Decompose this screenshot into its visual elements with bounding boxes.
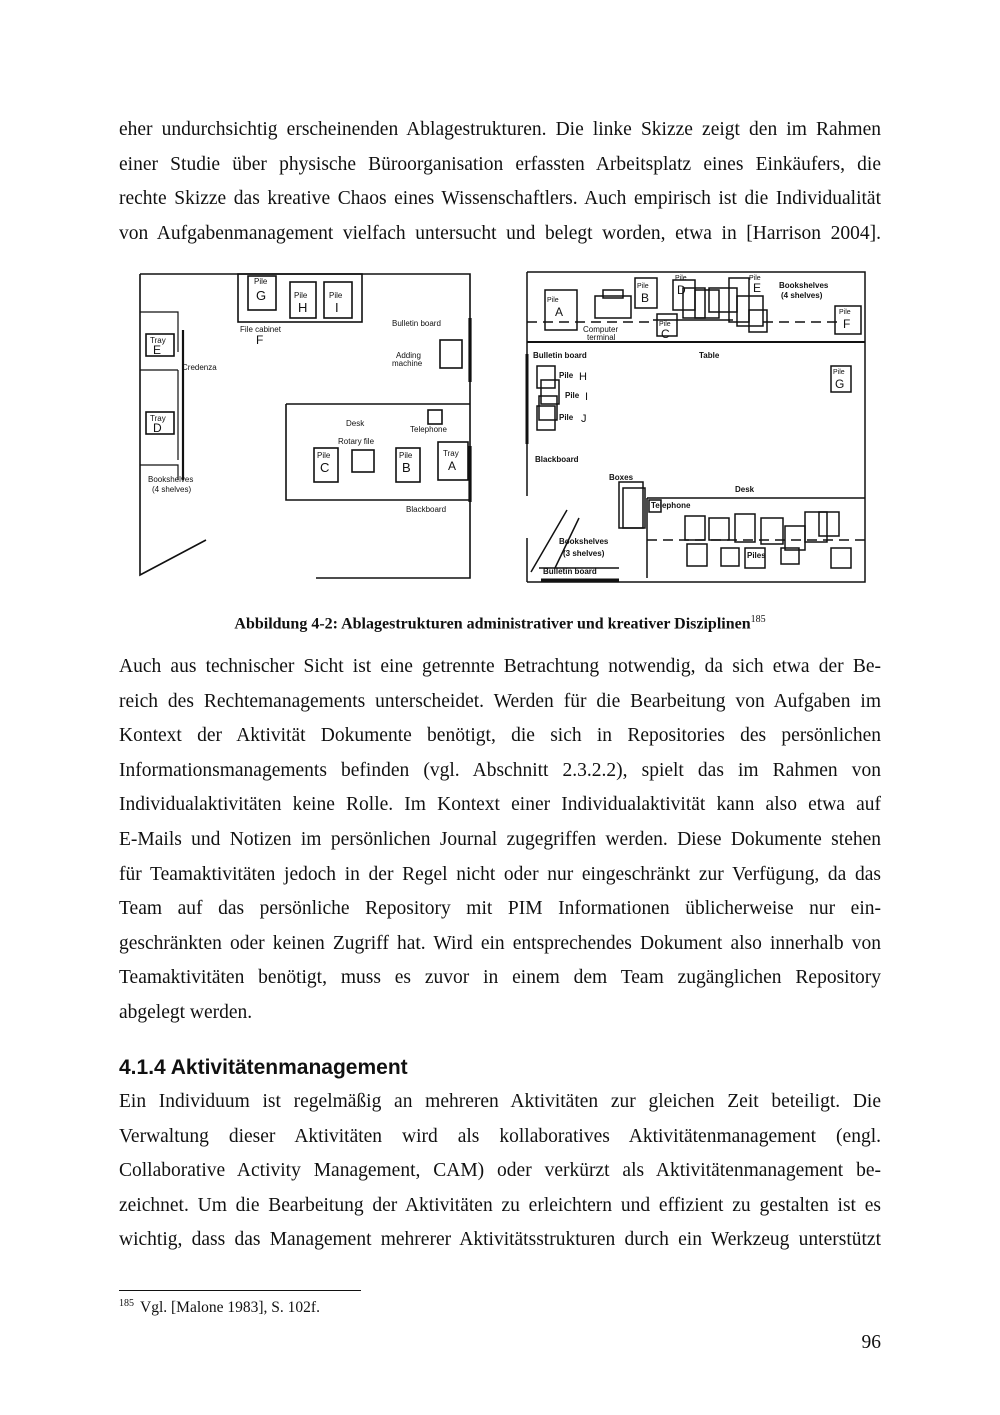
rotary-file-label: Rotary file bbox=[338, 437, 375, 446]
pile-label: Pile bbox=[565, 391, 580, 400]
text-line: zeichnet. Um die Bearbeitung der Aktivitäten zu erleichtern und effizient zu gestalten ist es bbox=[119, 1194, 881, 1216]
text-line: Informationsmanagements befinden (vgl. Abschnitt 2.3.2.2), spielt das im Rahmen von bbox=[119, 759, 881, 781]
pile-letter: G bbox=[256, 288, 267, 303]
bookshelves-label: Bookshelves bbox=[779, 281, 829, 290]
left-office-sketch bbox=[138, 270, 474, 582]
pile-label: Pile bbox=[254, 277, 268, 286]
bulletin-board-label: Bulletin board bbox=[392, 319, 441, 328]
footnote-separator bbox=[119, 1290, 361, 1291]
text-line: E-Mails und Notizen im persönlichen Journal zugegriffen werden. Diese Dokumente stehen bbox=[119, 828, 881, 850]
pile-letter: F bbox=[843, 317, 851, 331]
body-paragraph bbox=[119, 650, 881, 1031]
text-line: rechte Skizze das kreative Chaos eines Wissenschaftlers. Auch empirisch ist die Individualität bbox=[119, 188, 881, 210]
bookshelves-label: (4 shelves) bbox=[152, 485, 192, 494]
adding-machine-label: machine bbox=[392, 359, 423, 368]
pile-label: Pile bbox=[294, 291, 308, 300]
text-line: einer Studie über physische Büroorganisation erfassten Arbeitsplatz eines Einkäufers, die bbox=[119, 153, 881, 175]
text-line: von Aufgabenmanagement vielfach untersucht und belegt worden, etwa in [Harrison 2004]. bbox=[119, 222, 881, 244]
telephone-label: Telephone bbox=[410, 425, 447, 434]
desk-label: Desk bbox=[735, 485, 755, 494]
bookshelves-label: Bookshelves bbox=[559, 537, 609, 546]
pile-letter: B bbox=[641, 291, 650, 305]
adding-machine-label: Adding bbox=[396, 351, 421, 360]
pile-letter: C bbox=[661, 327, 670, 341]
boxes-label: Boxes bbox=[609, 473, 634, 482]
bookshelves-label: (3 shelves) bbox=[563, 549, 605, 558]
pile-letter: D bbox=[677, 283, 686, 297]
text-line: eher undurchsichtig erscheinenden Ablagestrukturen. Die linke Skizze zeigt den im Rahmen bbox=[119, 119, 881, 140]
footnote-number: 185 bbox=[119, 1298, 134, 1309]
file-cabinet-label: File cabinet bbox=[240, 325, 281, 334]
section-paragraph bbox=[119, 1085, 881, 1258]
text-line: für Teamaktivitäten jedoch in der Regel nicht oder nur eingeschränkt zur Verfügung, da das bbox=[119, 863, 881, 885]
text-line: Ein Individuum ist regelmäßig an mehreren Aktivitäten zur gleichen Zeit beteiligt. Die bbox=[119, 1091, 881, 1112]
tray-letter: A bbox=[448, 459, 457, 473]
pile-label: Pile bbox=[839, 309, 851, 316]
text-line: abgelegt werden. bbox=[119, 1001, 253, 1023]
caption-text: Abbildung 4-2: Ablagestrukturen administrativer und kreativer Disziplinen bbox=[234, 615, 751, 633]
text-line: wichtig, dass das Management mehrerer Aktivitätsstrukturen durch ein Werkzeug unterstützt bbox=[119, 1229, 881, 1251]
pile-label: Pile bbox=[559, 371, 574, 380]
pile-label: Pile bbox=[637, 283, 649, 290]
bookshelves-label: Bookshelves bbox=[148, 475, 194, 484]
text-line: Individualaktivitäten keine Rolle. Im Kontext einer Individualaktivität kann also etwa auf bbox=[119, 794, 881, 816]
pile-letter: E bbox=[753, 281, 762, 295]
text-line: reich des Rechtemanagements unterscheidet. Werden für die Bearbeitung von Aufgaben im bbox=[119, 690, 881, 712]
pile-label: Pile bbox=[675, 275, 687, 282]
right-office-sketch bbox=[523, 268, 869, 584]
figure-caption bbox=[119, 614, 881, 633]
bookshelves-label: (4 shelves) bbox=[781, 291, 823, 300]
pile-label: Pile bbox=[547, 297, 559, 304]
pile-label: Pile bbox=[749, 275, 761, 282]
text-line: Teamaktivitäten benötigt, muss es zuvor in einem dem Team zugänglichen Repository bbox=[119, 967, 881, 989]
pile-label: Pile bbox=[559, 413, 574, 422]
blackboard-label: Blackboard bbox=[406, 505, 447, 514]
bulletin-board-label: Bulletin board bbox=[543, 567, 597, 576]
pile-letter: G bbox=[835, 377, 845, 391]
text-line: geschränkten oder keinen Zugriff hat. Wird ein entsprechendes Dokument also innerhalb von bbox=[119, 932, 881, 954]
text-line: Kontext der Aktivität Dokumente benötigt, die sich in Repositories des persönlichen bbox=[119, 725, 881, 747]
pile-letter: J bbox=[581, 413, 587, 425]
pile-letter: I bbox=[335, 300, 339, 315]
section-heading: 4.1.4 Aktivitätenmanagement bbox=[119, 1056, 408, 1079]
table-label: Table bbox=[699, 351, 720, 360]
footnote-mark: 185 bbox=[750, 614, 766, 625]
pile-letter: A bbox=[555, 305, 564, 319]
desk-label: Desk bbox=[346, 419, 365, 428]
tray-letter: D bbox=[153, 421, 162, 435]
footnote bbox=[119, 1298, 320, 1317]
text-line: Collaborative Activity Management, CAM) oder verkürzt als Aktivitätenmanagement be- bbox=[119, 1160, 881, 1182]
pile-letter: C bbox=[320, 460, 330, 475]
computer-terminal-label: terminal bbox=[587, 333, 616, 342]
computer-terminal-label: Computer bbox=[583, 325, 619, 334]
bulletin-board-label: Bulletin board bbox=[533, 351, 587, 360]
blackboard-label: Blackboard bbox=[535, 455, 579, 464]
credenza-label: Credenza bbox=[182, 363, 217, 372]
page-number: 96 bbox=[861, 1332, 881, 1353]
tray-label: Tray bbox=[150, 414, 166, 423]
text-line: Auch aus technischer Sicht ist eine getrennte Betrachtung notwendig, da sich etwa der Be- bbox=[119, 656, 881, 677]
text-line: Verwaltung dieser Aktivitäten wird als kollaboratives Aktivitätenmanagement (engl. bbox=[119, 1125, 881, 1147]
tray-label: Tray bbox=[443, 449, 459, 458]
pile-letter: I bbox=[585, 391, 589, 403]
pile-label: Pile bbox=[659, 321, 671, 328]
telephone-label: Telephone bbox=[651, 501, 691, 510]
tray-letter: E bbox=[153, 343, 162, 357]
pile-label: Pile bbox=[399, 451, 413, 460]
pile-letter: H bbox=[298, 300, 308, 315]
piles-label: Piles bbox=[747, 551, 766, 560]
pile-letter: B bbox=[402, 460, 411, 475]
intro-paragraph bbox=[119, 113, 881, 251]
file-cabinet-letter: F bbox=[256, 333, 264, 347]
pile-label: Pile bbox=[329, 291, 343, 300]
pile-letter: H bbox=[579, 371, 587, 383]
text-line: Team auf das persönliche Repository mit PIM Informationen üblicherweise nur ein- bbox=[119, 898, 881, 920]
pile-label: Pile bbox=[317, 451, 331, 460]
tray-label: Tray bbox=[150, 336, 166, 345]
pile-label: Pile bbox=[833, 369, 845, 376]
footnote-text: Vgl. [Malone 1983], S. 102f. bbox=[140, 1299, 320, 1317]
